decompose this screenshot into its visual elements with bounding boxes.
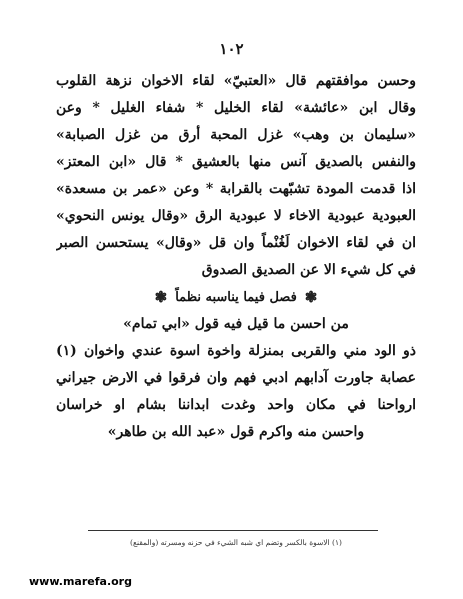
text-line: وقال ابن «عائشة» لقاء الخليل * شفاء الغليل * وعن [56,100,416,116]
text-line: وحسن موافقتهم قال «العتبيّ» لقاء الاخوان نزهة القلوب [56,73,416,89]
poem-line: ارواحنا في مكان واحد وغدت ابداننا بشام او خراسان [56,397,416,413]
watermark: www.marefa.org [29,575,132,588]
body-text [56,68,416,446]
page-number: ١٠٢ [219,40,244,58]
text-line: «سليمان بن وهب» غزل المحبة أرق من غزل الصبابة» [56,127,416,143]
footnote: (١) الاسوة بالكسر وتضم اي شبه الشيء في حزنه ومسرته (والمقنع) [130,538,342,547]
intro-line: من احسن ما قيل فيه قول «ابي تمام» [123,316,349,332]
ornament-icon: ❃ [304,288,318,306]
ornament-icon: ❃ [154,288,168,306]
text-line: اذا قدمت المودة تشبّهت بالقرابة * وعن «عمر بن مسعدة» [56,181,416,197]
text-line: ان في لقاء الاخوان لَغُنْماً وان قل «وقال» يستحسن الصبر [56,235,416,251]
text-line: العبودية عبودية الاخاء لا عبودية الرق «وقال يونس النحوي» [56,208,416,224]
text-line: في كل شيء الا عن الصديق الصدوق [201,262,416,278]
poem-line: واحسن منه واكرم قول «عبد الله بن طاهر» [107,424,365,440]
poem-line: عصابة جاورت آدابهم ادبي فهم وان فرقوا في الارض جيراني [56,370,416,386]
section-heading: فصل فيما يناسبه نظماً [175,290,297,305]
section-heading-row [56,284,416,311]
footnote-divider [88,530,378,531]
text-line: والنفس بالصديق آنس منها بالعشيق * قال «ابن المعتز» [56,154,416,170]
poem-line: ذو الود مني والقربى بمنزلة واخوة اسوة عندي واخوان (١) [56,343,416,359]
